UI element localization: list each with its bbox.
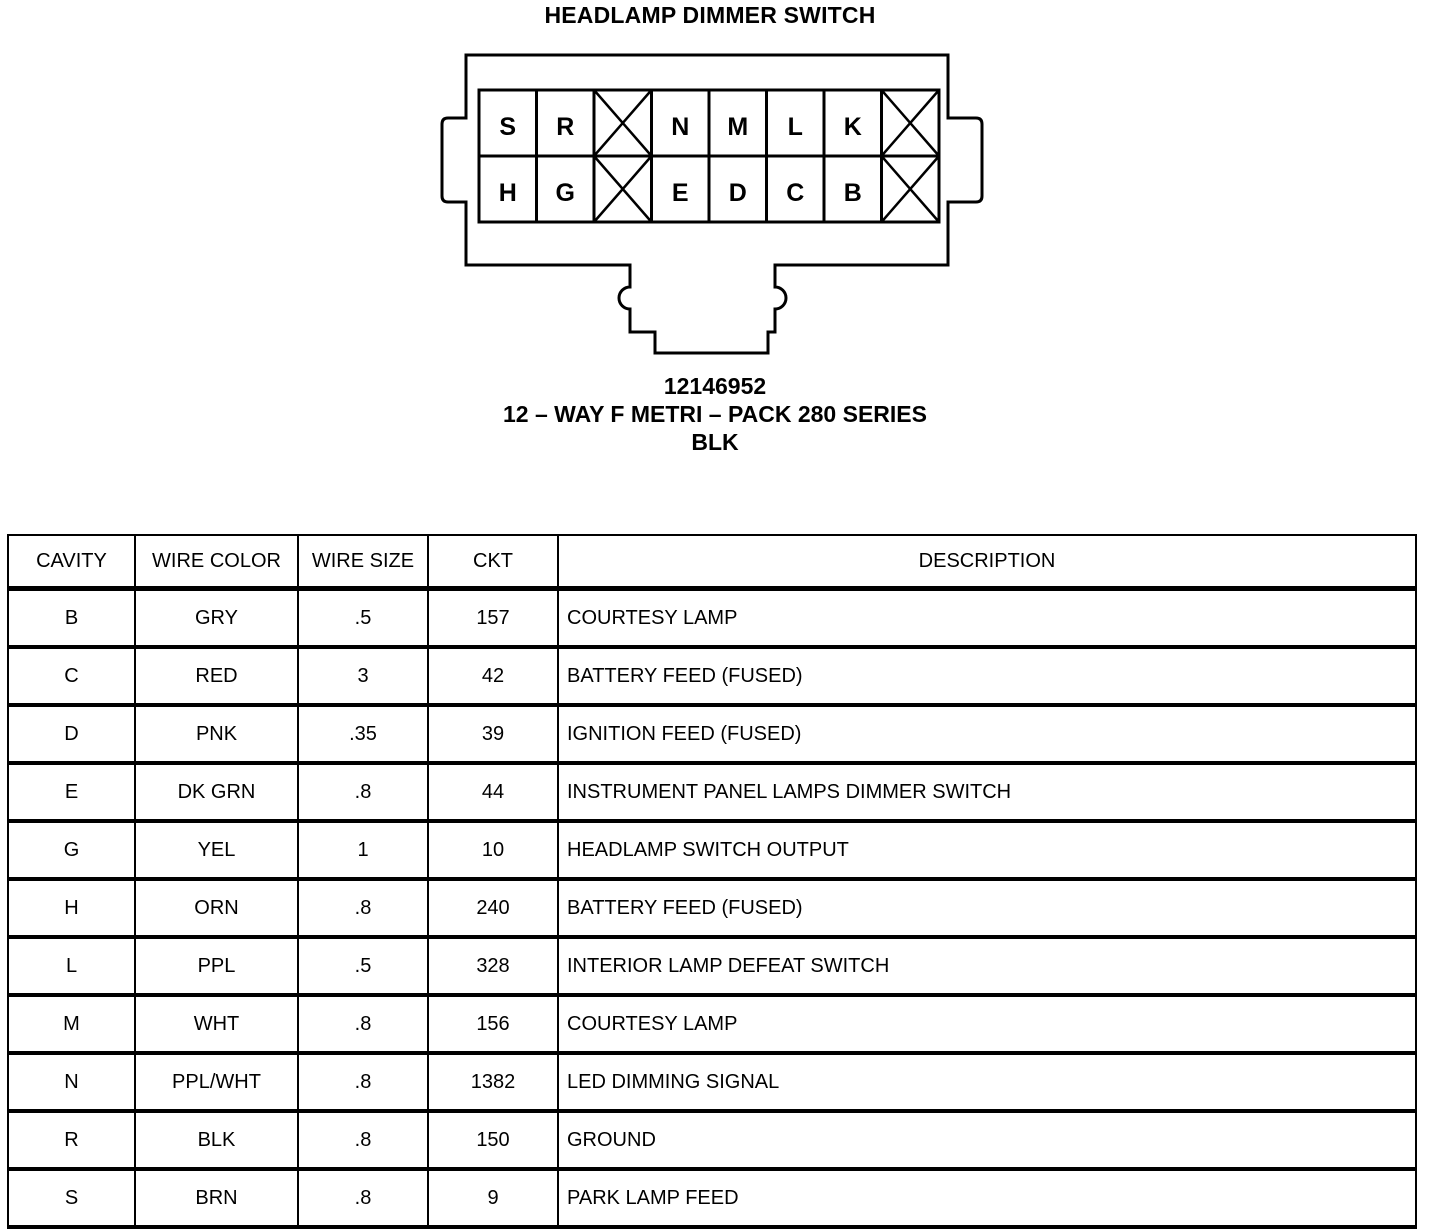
cell-cavity: B — [8, 589, 135, 648]
cavity-label: K — [843, 113, 862, 141]
cell-wire-size: .8 — [298, 879, 428, 937]
header-ckt: CKT — [428, 535, 558, 589]
cell-wire-color: PPL — [135, 937, 298, 995]
header-description: DESCRIPTION — [558, 535, 1416, 589]
cavity-label: B — [843, 179, 862, 207]
cell-description: INTERIOR LAMP DEFEAT SWITCH — [558, 937, 1416, 995]
cell-description: BATTERY FEED (FUSED) — [558, 647, 1416, 705]
cell-description: COURTESY LAMP — [558, 995, 1416, 1053]
cell-cavity: G — [8, 821, 135, 879]
table-row — [8, 937, 1416, 995]
header-wire-color: WIRE COLOR — [135, 535, 298, 589]
empty-cavity-mark — [594, 90, 652, 156]
cavity-label: L — [787, 113, 803, 141]
header-wire-size: WIRE SIZE — [298, 535, 428, 589]
cell-cavity: H — [8, 879, 135, 937]
header-cavity: CAVITY — [8, 535, 135, 589]
cell-ckt: 44 — [428, 763, 558, 821]
cell-ckt: 9 — [428, 1169, 558, 1227]
cavity-label: C — [786, 179, 805, 207]
cell-wire-color: BLK — [135, 1111, 298, 1169]
cell-wire-size: .8 — [298, 1169, 428, 1227]
cell-wire-color: RED — [135, 647, 298, 705]
cell-wire-color: GRY — [135, 589, 298, 648]
diagram-title: HEADLAMP DIMMER SWITCH — [544, 2, 876, 28]
cell-wire-color: ORN — [135, 879, 298, 937]
table-row — [8, 1053, 1416, 1111]
cell-wire-color: DK GRN — [135, 763, 298, 821]
cell-cavity: C — [8, 647, 135, 705]
cell-wire-color: PPL/WHT — [135, 1053, 298, 1111]
connector-description: 12 – WAY F METRI – PACK 280 SERIES — [503, 401, 927, 427]
table-row — [8, 705, 1416, 763]
table-row — [8, 1169, 1416, 1227]
cell-description: INSTRUMENT PANEL LAMPS DIMMER SWITCH — [558, 763, 1416, 821]
pinout-table — [7, 534, 1417, 1229]
cell-wire-size: .5 — [298, 589, 428, 648]
cell-wire-color: YEL — [135, 821, 298, 879]
cell-ckt: 328 — [428, 937, 558, 995]
table-row — [8, 995, 1416, 1053]
cell-cavity: D — [8, 705, 135, 763]
cell-ckt: 1382 — [428, 1053, 558, 1111]
cavity-label: S — [499, 113, 517, 141]
cell-cavity: N — [8, 1053, 135, 1111]
cell-ckt: 157 — [428, 589, 558, 648]
cavity-label: H — [498, 179, 517, 207]
table-row — [8, 589, 1416, 648]
cell-wire-color: WHT — [135, 995, 298, 1053]
table-row — [8, 647, 1416, 705]
cell-wire-size: .8 — [298, 1111, 428, 1169]
table-row — [8, 879, 1416, 937]
connector-diagram — [0, 0, 1440, 370]
cell-wire-size: .35 — [298, 705, 428, 763]
table-row — [8, 821, 1416, 879]
cell-cavity: M — [8, 995, 135, 1053]
cell-description: BATTERY FEED (FUSED) — [558, 879, 1416, 937]
cell-wire-size: 1 — [298, 821, 428, 879]
cell-cavity: L — [8, 937, 135, 995]
cavity-label: N — [671, 113, 690, 141]
cell-description: PARK LAMP FEED — [558, 1169, 1416, 1227]
cell-ckt: 39 — [428, 705, 558, 763]
empty-cavity-mark — [882, 90, 940, 156]
cell-description: COURTESY LAMP — [558, 589, 1416, 648]
cell-wire-size: .8 — [298, 763, 428, 821]
table-row — [8, 763, 1416, 821]
cell-ckt: 42 — [428, 647, 558, 705]
cell-description: IGNITION FEED (FUSED) — [558, 705, 1416, 763]
cell-cavity: R — [8, 1111, 135, 1169]
connector-info — [0, 372, 1430, 456]
table-header-row — [8, 535, 1416, 589]
table-row — [8, 1111, 1416, 1169]
empty-cavity-mark — [882, 156, 940, 222]
cavity-label: G — [555, 179, 575, 207]
cell-wire-size: .5 — [298, 937, 428, 995]
connector-housing — [442, 55, 982, 353]
connector-color: BLK — [691, 429, 739, 455]
cell-description: GROUND — [558, 1111, 1416, 1169]
cell-ckt: 150 — [428, 1111, 558, 1169]
cell-wire-size: 3 — [298, 647, 428, 705]
cell-cavity: S — [8, 1169, 135, 1227]
cell-wire-size: .8 — [298, 1053, 428, 1111]
cavity-label: M — [727, 113, 749, 141]
cavity-label: E — [671, 179, 689, 207]
cell-description: LED DIMMING SIGNAL — [558, 1053, 1416, 1111]
cell-ckt: 240 — [428, 879, 558, 937]
cell-ckt: 156 — [428, 995, 558, 1053]
cavity-label: R — [556, 113, 575, 141]
cell-wire-color: PNK — [135, 705, 298, 763]
cell-wire-color: BRN — [135, 1169, 298, 1227]
empty-cavity-mark — [594, 156, 652, 222]
cell-ckt: 10 — [428, 821, 558, 879]
cell-cavity: E — [8, 763, 135, 821]
cavity-label: D — [728, 179, 747, 207]
cell-description: HEADLAMP SWITCH OUTPUT — [558, 821, 1416, 879]
part-number: 12146952 — [663, 373, 767, 399]
cell-wire-size: .8 — [298, 995, 428, 1053]
